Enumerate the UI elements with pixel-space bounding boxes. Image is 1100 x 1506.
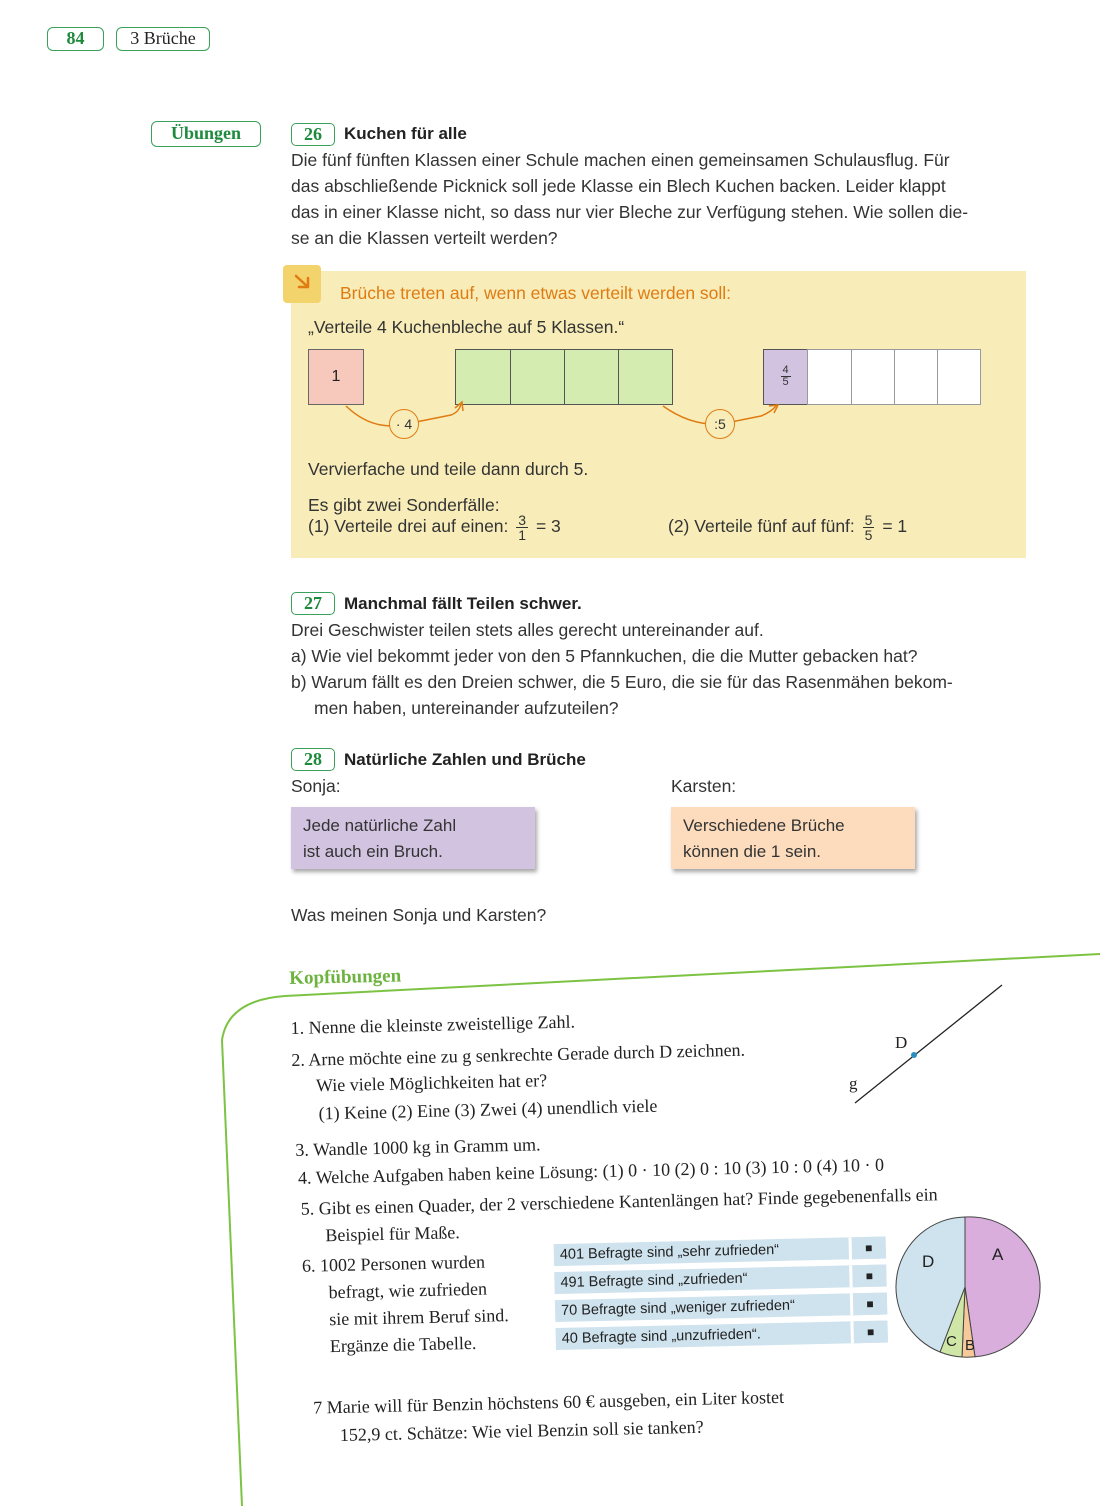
kopf-q2a: 2. Arne möchte eine zu g senkrechte Gerade durch D zeichnen. xyxy=(291,1039,746,1070)
survey-row-4: 40 Befragte sind „unzufrieden“. ■ xyxy=(556,1321,888,1351)
task-28-number: 28 xyxy=(291,748,335,771)
task-26-text-2: das abschließende Picknick soll jede Klasse ein Blech Kuchen backen. Leider klappt xyxy=(291,176,946,196)
fraction-numerator: 4 xyxy=(782,364,789,376)
pie-label-b: B xyxy=(965,1337,976,1354)
single-cake-label: 1 xyxy=(331,368,341,385)
kopf-q7a: 7 Marie will für Benzin höchstens 60 € ausgeben, ein Liter kostet xyxy=(313,1386,785,1418)
task-27-number: 27 xyxy=(291,592,335,615)
special-case-1: (1) Verteile drei auf einen: $\frac{3}{1}$ = 3 xyxy=(308,512,561,543)
pie-label-d: D xyxy=(922,1252,935,1271)
fraction-denominator: 5 xyxy=(782,376,789,388)
kopf-q3: 3. Wandle 1000 kg in Gramm um. xyxy=(295,1134,541,1160)
kopf-q4: 4. Welche Aufgaben haben keine Lösung: (1) 0 · 10 (2) 0 : 10 (3) 10 : 0 (4) 10 · 0 xyxy=(297,1154,885,1188)
kopf-q5b: Beispiel für Maße. xyxy=(325,1222,461,1246)
divide-operator: :5 xyxy=(705,409,735,439)
kopf-q5a: 5. Gibt es einen Quader, der 2 verschiedene Kantenlängen hat? Finde gegebenenfalls ein xyxy=(300,1184,938,1219)
survey-row-2: 491 Befragte sind „zufrieden“ ■ xyxy=(554,1265,886,1295)
survey-row-3: 70 Befragte sind „weniger zufrieden“ ■ xyxy=(555,1293,887,1323)
empty-block xyxy=(807,349,852,405)
kopf-q6c: sie mit ihrem Beruf sind. xyxy=(329,1305,509,1330)
kopf-q6d: Ergänze die Tabelle. xyxy=(329,1332,477,1357)
strip-divider xyxy=(618,350,619,404)
pie-label-c: C xyxy=(946,1333,957,1350)
kopf-q7b: 152,9 ct. Schätze: Wie viel Benzin soll sie tanken? xyxy=(339,1416,704,1445)
task-27-b2: men haben, untereinander aufzuteilen? xyxy=(314,698,619,718)
kopf-q2c: (1) Keine (2) Eine (3) Zwei (4) unendlich viele xyxy=(318,1095,658,1124)
info-explain: Vervierfache und teile dann durch 5. xyxy=(308,459,589,479)
sonja-note: Jede natürliche Zahl ist auch ein Bruch. xyxy=(291,807,535,869)
line-g-label: g xyxy=(849,1074,858,1093)
task-26-number: 26 xyxy=(291,123,335,146)
survey-row-1: 401 Befragte sind „sehr zufrieden“ ■ xyxy=(554,1237,886,1267)
task-26-text-3: das in einer Klasse nicht, so dass nur vier Bleche zur Verfügung stehen. Wie sollen die- xyxy=(291,202,969,222)
section-label: Übungen xyxy=(151,121,261,147)
task-27-title: Manchmal fällt Teilen schwer. xyxy=(344,594,582,613)
special-cases-title: Es gibt zwei Sonderfälle: xyxy=(308,495,500,515)
info-quote: „Verteile 4 Kuchenbleche auf 5 Klassen.“ xyxy=(308,317,625,337)
task-27-intro: Drei Geschwister teilen stets alles gerecht untereinander auf. xyxy=(291,620,764,640)
single-cake-block xyxy=(308,349,364,405)
task-26-text-1: Die fünf fünften Klassen einer Schule machen einen gemeinsamen Schulausflug. Für xyxy=(291,150,950,170)
task-28-question: Was meinen Sonja und Karsten? xyxy=(291,905,547,925)
page-number: 84 xyxy=(47,27,104,51)
kopf-q2b: Wie viele Möglichkeiten hat er? xyxy=(315,1070,548,1096)
task-27-a: a) Wie viel bekommt jeder von den 5 Pfannkuchen, die die Mutter gebacken hat? xyxy=(291,646,918,666)
special-case-2: (2) Verteile fünf auf fünf: $\frac{5}{5}$ = 1 xyxy=(668,512,908,543)
fraction-block xyxy=(763,349,808,405)
empty-block xyxy=(894,349,938,405)
empty-block xyxy=(937,349,981,405)
kopf-q6b: befragt, wie zufrieden xyxy=(328,1278,488,1303)
pie-label-a: A xyxy=(992,1245,1004,1264)
kopf-q6a: 6. 1002 Personen wurden xyxy=(301,1251,486,1276)
line-g-diagram xyxy=(840,975,1020,1115)
task-28-title: Natürliche Zahlen und Brüche xyxy=(344,750,586,769)
karsten-note: Verschiedene Brüche können die 1 sein. xyxy=(671,807,915,869)
task-26-title: Kuchen für alle xyxy=(344,124,467,143)
sonja-label: Sonja: xyxy=(291,776,341,796)
strip-divider xyxy=(510,350,511,404)
chapter-title: 3 Brüche xyxy=(116,27,210,51)
strip-divider xyxy=(564,350,565,404)
empty-block xyxy=(851,349,895,405)
arrow-down-right-icon xyxy=(283,265,321,303)
kopf-q1: 1. Nenne die kleinste zweistellige Zahl. xyxy=(290,1011,576,1038)
karsten-label: Karsten: xyxy=(671,776,737,796)
info-heading: Brüche treten auf, wenn etwas verteilt werden soll: xyxy=(340,283,732,303)
kopfuebungen-title: Kopfübungen xyxy=(289,965,402,989)
multiply-operator: · 4 xyxy=(389,409,419,439)
task-26-text-4: se an die Klassen verteilt werden? xyxy=(291,228,558,248)
pie-slice-a xyxy=(965,1217,1040,1357)
task-27-b1: b) Warum fällt es den Dreien schwer, die 5 Euro, die sie für das Rasenmähen bekom- xyxy=(291,672,953,692)
point-d-label: D xyxy=(895,1033,908,1052)
